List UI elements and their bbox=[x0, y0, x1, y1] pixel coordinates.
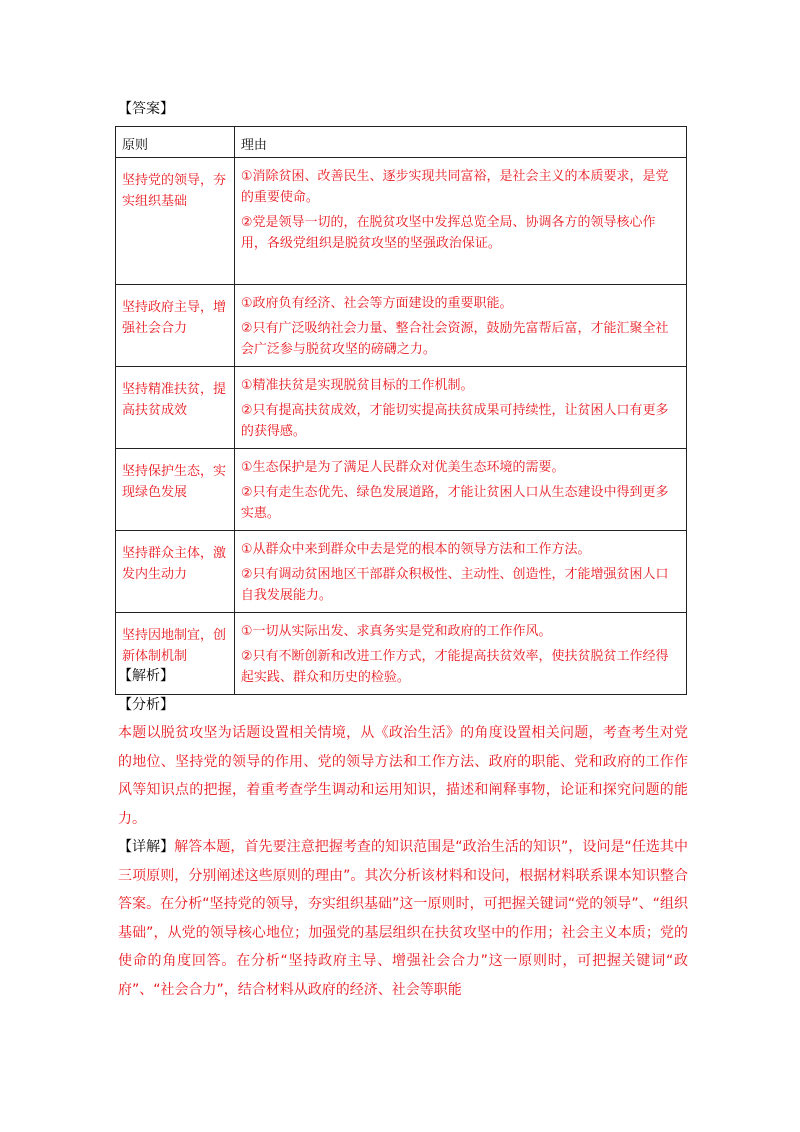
reason-item: ①政府负有经济、社会等方面建设的重要职能。 bbox=[240, 296, 513, 311]
reason-item: ②只有调动贫困地区干部群众积极性、主动性、创造性，才能增强贫困人口自我发展能力。 bbox=[240, 567, 669, 603]
reason-cell bbox=[235, 531, 686, 612]
answer-table bbox=[115, 126, 687, 695]
analysis-section bbox=[118, 662, 688, 1004]
principle-cell: 坚持因地制宜，创新体制机制 bbox=[122, 628, 227, 664]
xiangjie-text: 解答本题，首先要注意把握考查的知识范围是“政治生活的知识”，设问是“任选其中三项原则，分别阐述这些原则的理由”。其次分析该材料和设问，根据材料联系课本知识整合答案。在分析“坚持党的领导，夯实组织基础”这一原则时，可把握关键词“党的领导”、“组织基础”，从党的领导核心地位；加强党的基层组织在扶贫攻坚中的作用；社会主义本质；党的使命的角度回答。在分析“坚持政府主导、增强社会合力”这一原则时，可把握关键词“政府”、“社会合力”，结合材料从政府的经济、社会等职能 bbox=[118, 839, 688, 998]
reason-cell bbox=[235, 367, 686, 448]
reason-item: ①生态保护是为了满足人民群众对优美生态环境的需要。 bbox=[240, 460, 565, 475]
reason-item: ②只有不断创新和改进工作方式，才能提高扶贫效率，使扶贫脱贫工作经得起实践、群众和历史的检验。 bbox=[240, 649, 669, 685]
reason-item: ②只有提高扶贫成效，才能切实提高扶贫成果可持续性，让贫困人口有更多的获得感。 bbox=[240, 403, 669, 439]
reason-cell bbox=[235, 285, 686, 366]
reason-item: ②党是领导一切的，在脱贫攻坚中发挥总览全局、协调各方的领导核心作用，各级党组织是脱贫攻坚的坚强政治保证。 bbox=[240, 215, 656, 251]
reason-cell bbox=[235, 449, 686, 530]
jiexi-label: 【解析】 bbox=[118, 668, 174, 684]
principle-cell: 坚持党的领导，夯实组织基础 bbox=[122, 173, 227, 209]
table-header-row bbox=[116, 127, 687, 158]
reason-item: ②只有走生态优先、绿色发展道路，才能让贫困人口从生态建设中得到更多实惠。 bbox=[240, 485, 669, 521]
principle-cell: 坚持精准扶贫，提高扶贫成效 bbox=[122, 382, 227, 418]
reason-cell bbox=[235, 158, 686, 260]
header-principle: 原则 bbox=[122, 138, 149, 153]
table-row bbox=[116, 285, 687, 367]
principle-cell: 坚持保护生态，实现绿色发展 bbox=[122, 464, 227, 500]
xiangjie-label: 【详解】 bbox=[118, 839, 175, 855]
reason-item: ①从群众中来到群众中去是党的根本的领导方法和工作方法。 bbox=[240, 542, 591, 557]
table-row bbox=[116, 531, 687, 613]
principle-cell: 坚持群众主体，激发内生动力 bbox=[122, 546, 227, 582]
reason-item: ①精准扶贫是实现脱贫目标的工作机制。 bbox=[240, 378, 474, 393]
table-row bbox=[116, 158, 687, 285]
fenxi-label: 【分析】 bbox=[118, 696, 174, 713]
fenxi-text: 本题以脱贫攻坚为话题设置相关情境，从《政治生活》的角度设置相关问题，考查考生对党的地位、坚持党的领导的作用、党的领导方法和工作方法、政府的职能、党和政府的工作作风等知识点的把握，着重考查学生调动和运用知识，描述和阐释事物，论证和探究问题的能力。 bbox=[118, 725, 688, 827]
reason-item: ①一切从实际出发、求真务实是党和政府的工作作风。 bbox=[240, 624, 552, 639]
header-reason: 理由 bbox=[240, 138, 267, 153]
reason-item: ①消除贫困、改善民生、逐步实现共同富裕，是社会主义的本质要求，是党的重要使命。 bbox=[240, 169, 669, 205]
table-row bbox=[116, 367, 687, 449]
reason-item: ②只有广泛吸纳社会力量、整合社会资源，鼓励先富帮后富，才能汇聚全社会广泛参与脱贫攻坚的磅礴之力。 bbox=[240, 321, 669, 357]
principle-cell: 坚持政府主导，增强社会合力 bbox=[122, 300, 227, 336]
answer-label: 【答案】 bbox=[118, 101, 174, 117]
xiangjie-paragraph bbox=[118, 833, 688, 1004]
table-row bbox=[116, 449, 687, 531]
